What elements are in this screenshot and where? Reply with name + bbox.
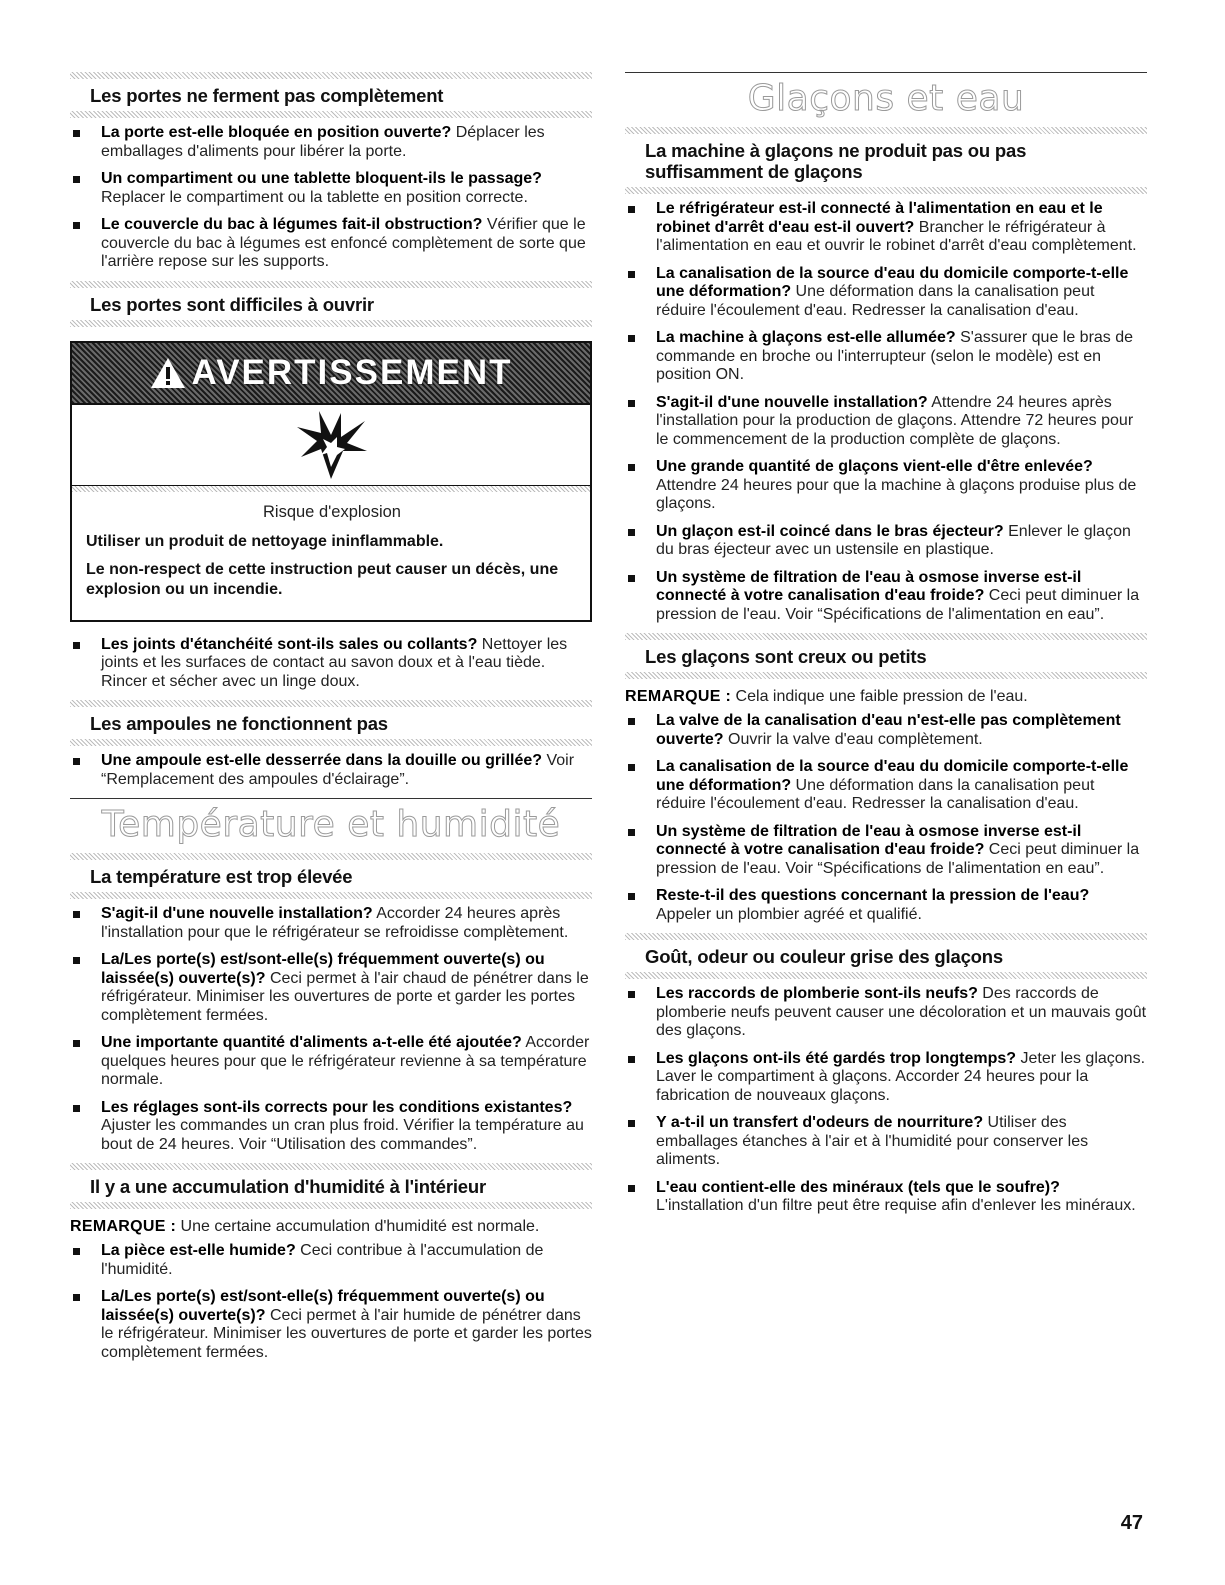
section-hollow-cubes: [625, 633, 1147, 924]
section-title: La température est trop élevée: [90, 866, 353, 887]
item-list: [625, 200, 1147, 624]
section-divider: [625, 127, 1147, 134]
item-list: [625, 712, 1147, 924]
section-ice-maker: [625, 127, 1147, 624]
item-list: [70, 905, 592, 1154]
section-title: Les ampoules ne fonctionnent pas: [90, 713, 388, 734]
left-column: [70, 72, 592, 1371]
section-title: Les portes ne ferment pas complètement: [90, 85, 444, 106]
warning-triangle-icon: [150, 357, 186, 389]
warning-consequence: Le non-respect de cette instruction peut causer un décès, une explosion ou un incendie.: [86, 560, 559, 598]
list-item: Une ampoule est-elle desserrée dans la douille ou grillée? Voir “Remplacement des ampoules d'éclairage”.: [70, 752, 592, 789]
warning-box: [70, 341, 592, 622]
section-divider: [625, 187, 1147, 194]
list-item: L'eau contient-elle des minéraux (tels que le soufre)? L'installation d'un filtre peut être requise afin d'enlever les minéraux.: [625, 1179, 1147, 1216]
list-item: Les joints d'étanchéité sont-ils sales ou collants? Nettoyer les joints et les surfaces de contact au savon doux et à l'eau tiède. Rincer et sécher avec un linge doux.: [70, 636, 592, 692]
section-humidity: [70, 1163, 592, 1362]
chapter-rule: [625, 72, 1147, 73]
section-divider: [70, 739, 592, 746]
list-item: S'agit-il d'une nouvelle installation? Attendre 24 heures après l'installation pour la production de glaçons. Attendre 72 heures pour le commencement de la production complète de glaçons.: [625, 394, 1147, 450]
note: REMARQUE : Une certaine accumulation d'humidité est normale.: [70, 1218, 540, 1235]
warning-instruction: Utiliser un produit de nettoyage ininflammable.: [86, 532, 444, 550]
list-item: La/Les porte(s) est/sont-elle(s) fréquemment ouverte(s) ou laissée(s) ouverte(s)? Ceci permet à l'air chaud de pénétrer dans le réfrigérateur. Minimiser les ouvertures de porte et garder les portes complètement fermées.: [70, 951, 592, 1025]
list-item: La canalisation de la source d'eau du domicile comporte-t-elle une déformation? Une déformation dans la canalisation peut réduire l'écoulement d'eau. Redresser la canalisation d'eau.: [625, 758, 1147, 814]
warning-text: [72, 492, 590, 620]
section-taste-odor: [625, 933, 1147, 1216]
item-list: [70, 752, 592, 789]
list-item: S'agit-il d'une nouvelle installation? Accorder 24 heures après l'installation pour que le réfrigérateur se refroidisse complètement.: [70, 905, 592, 942]
list-item: La/Les porte(s) est/sont-elle(s) fréquemment ouverte(s) ou laissée(s) ouverte(s)? Ceci permet à l'air humide de pénétrer dans le réfrigérateur. Minimiser les ouvertures de porte et garder les portes complètement fermées.: [70, 1288, 592, 1362]
section-divider: [70, 892, 592, 899]
section-title: La machine à glaçons ne produit pas ou pas suffisamment de glaçons: [645, 140, 1027, 182]
list-item: Reste-t-il des questions concernant la pression de l'eau? Appeler un plombier agréé et qualifié.: [625, 887, 1147, 924]
page-number: 47: [1120, 1512, 1143, 1534]
list-item: Les raccords de plomberie sont-ils neufs? Des raccords de plomberie neufs peuvent causer une décoloration et un mauvais goût des glaçons.: [625, 985, 1147, 1041]
section-divider: [70, 853, 592, 860]
section-divider: [625, 633, 1147, 640]
list-item: La porte est-elle bloquée en position ouverte? Déplacer les emballages d'aliments pour libérer la porte.: [70, 124, 592, 161]
section-divider: [70, 320, 592, 327]
section-divider: [625, 972, 1147, 979]
list-item: Un glaçon est-il coincé dans le bras éjecteur? Enlever le glaçon du bras éjecteur avec un ustensile en plastique.: [625, 523, 1147, 560]
section-temperature: [70, 853, 592, 1154]
item-list: [70, 636, 592, 692]
list-item: Un compartiment ou une tablette bloquent-ils le passage? Replacer le compartiment ou la tablette en position correcte.: [70, 170, 592, 207]
section-divider: [70, 111, 592, 118]
warning-banner: [72, 343, 590, 405]
section-title: Les glaçons sont creux ou petits: [645, 646, 927, 667]
section-title: Goût, odeur ou couleur grise des glaçons: [645, 946, 1003, 967]
section-bulbs: [70, 700, 592, 789]
section-title: Les portes sont difficiles à ouvrir: [90, 293, 374, 315]
item-list: [70, 124, 592, 272]
section-doors-not-closing: [70, 72, 592, 272]
section-divider: [70, 1202, 592, 1209]
list-item: Une importante quantité d'aliments a-t-elle été ajoutée? Accorder quelques heures pour que le réfrigérateur revienne à sa température normale.: [70, 1034, 592, 1090]
explosion-icon-area: [72, 405, 590, 485]
list-item: Le réfrigérateur est-il connecté à l'alimentation en eau et le robinet d'arrêt d'eau est-il ouvert? Brancher le réfrigérateur à l'alimentation en eau et ouvrir le robinet d'arrêt d'eau complètement.: [625, 200, 1147, 256]
section-doors-hard-to-open: [70, 281, 592, 692]
section-divider: [70, 281, 592, 288]
chapter-rule: [70, 798, 592, 799]
warning-divider: [72, 485, 590, 492]
section-title: Il y a une accumulation d'humidité à l'intérieur: [90, 1176, 486, 1197]
section-divider: [70, 1163, 592, 1170]
section-divider: [625, 933, 1147, 940]
chapter-heading: Température et humidité: [101, 804, 561, 845]
list-item: Y a-t-il un transfert d'odeurs de nourriture? Utiliser des emballages étanches à l'air et à l'humidité pour conserver les aliments.: [625, 1114, 1147, 1170]
item-list: [625, 985, 1147, 1216]
note: REMARQUE : Cela indique une faible pression de l'eau.: [625, 688, 1028, 705]
list-item: Une grande quantité de glaçons vient-elle d'être enlevée? Attendre 24 heures pour que la machine à glaçons produise plus de glaçons.: [625, 458, 1147, 514]
list-item: Les réglages sont-ils corrects pour les conditions existantes? Ajuster les commandes un cran plus froid. Vérifier la température au bout de 24 heures. Voir “Utilisation des commandes”.: [70, 1099, 592, 1155]
warning-risk: Risque d'explosion: [263, 502, 401, 521]
chapter-heading: Glaçons et eau: [747, 78, 1025, 119]
list-item: Un système de filtration de l'eau à osmose inverse est-il connecté à votre canalisation d'eau froide? Ceci peut diminuer la pression de l'eau. Voir “Spécifications de l'alimentation en eau”.: [625, 569, 1147, 625]
item-list: [70, 1242, 592, 1362]
section-divider: [70, 72, 592, 79]
section-divider: [625, 672, 1147, 679]
list-item: La machine à glaçons est-elle allumée? S'assurer que le bras de commande en broche ou l'interrupteur (selon le modèle) est en position ON.: [625, 329, 1147, 385]
list-item: Les glaçons ont-ils été gardés trop longtemps? Jeter les glaçons. Laver le compartiment à glaçons. Accorder 24 heures pour la fabrication de nouveaux glaçons.: [625, 1050, 1147, 1106]
list-item: La valve de la canalisation d'eau n'est-elle pas complètement ouverte? Ouvrir la valve d'eau complètement.: [625, 712, 1147, 749]
list-item: La canalisation de la source d'eau du domicile comporte-t-elle une déformation? Une déformation dans la canalisation peut réduire l'écoulement d'eau. Redresser la canalisation d'eau.: [625, 265, 1147, 321]
list-item: Un système de filtration de l'eau à osmose inverse est-il connecté à votre canalisation d'eau froide? Ceci peut diminuer la pression de l'eau. Voir “Spécifications de l'alimentation en eau”.: [625, 823, 1147, 879]
list-item: Le couvercle du bac à légumes fait-il obstruction? Vérifier que le couvercle du bac à légumes est enfoncé complètement de sorte que l'arrière repose sur les supports.: [70, 216, 592, 272]
warning-title: AVERTISSEMENT: [191, 352, 513, 392]
right-column: [625, 72, 1147, 1225]
section-divider: [70, 700, 592, 707]
list-item: La pièce est-elle humide? Ceci contribue à l'accumulation de l'humidité.: [70, 1242, 592, 1279]
explosion-icon: [291, 409, 371, 481]
